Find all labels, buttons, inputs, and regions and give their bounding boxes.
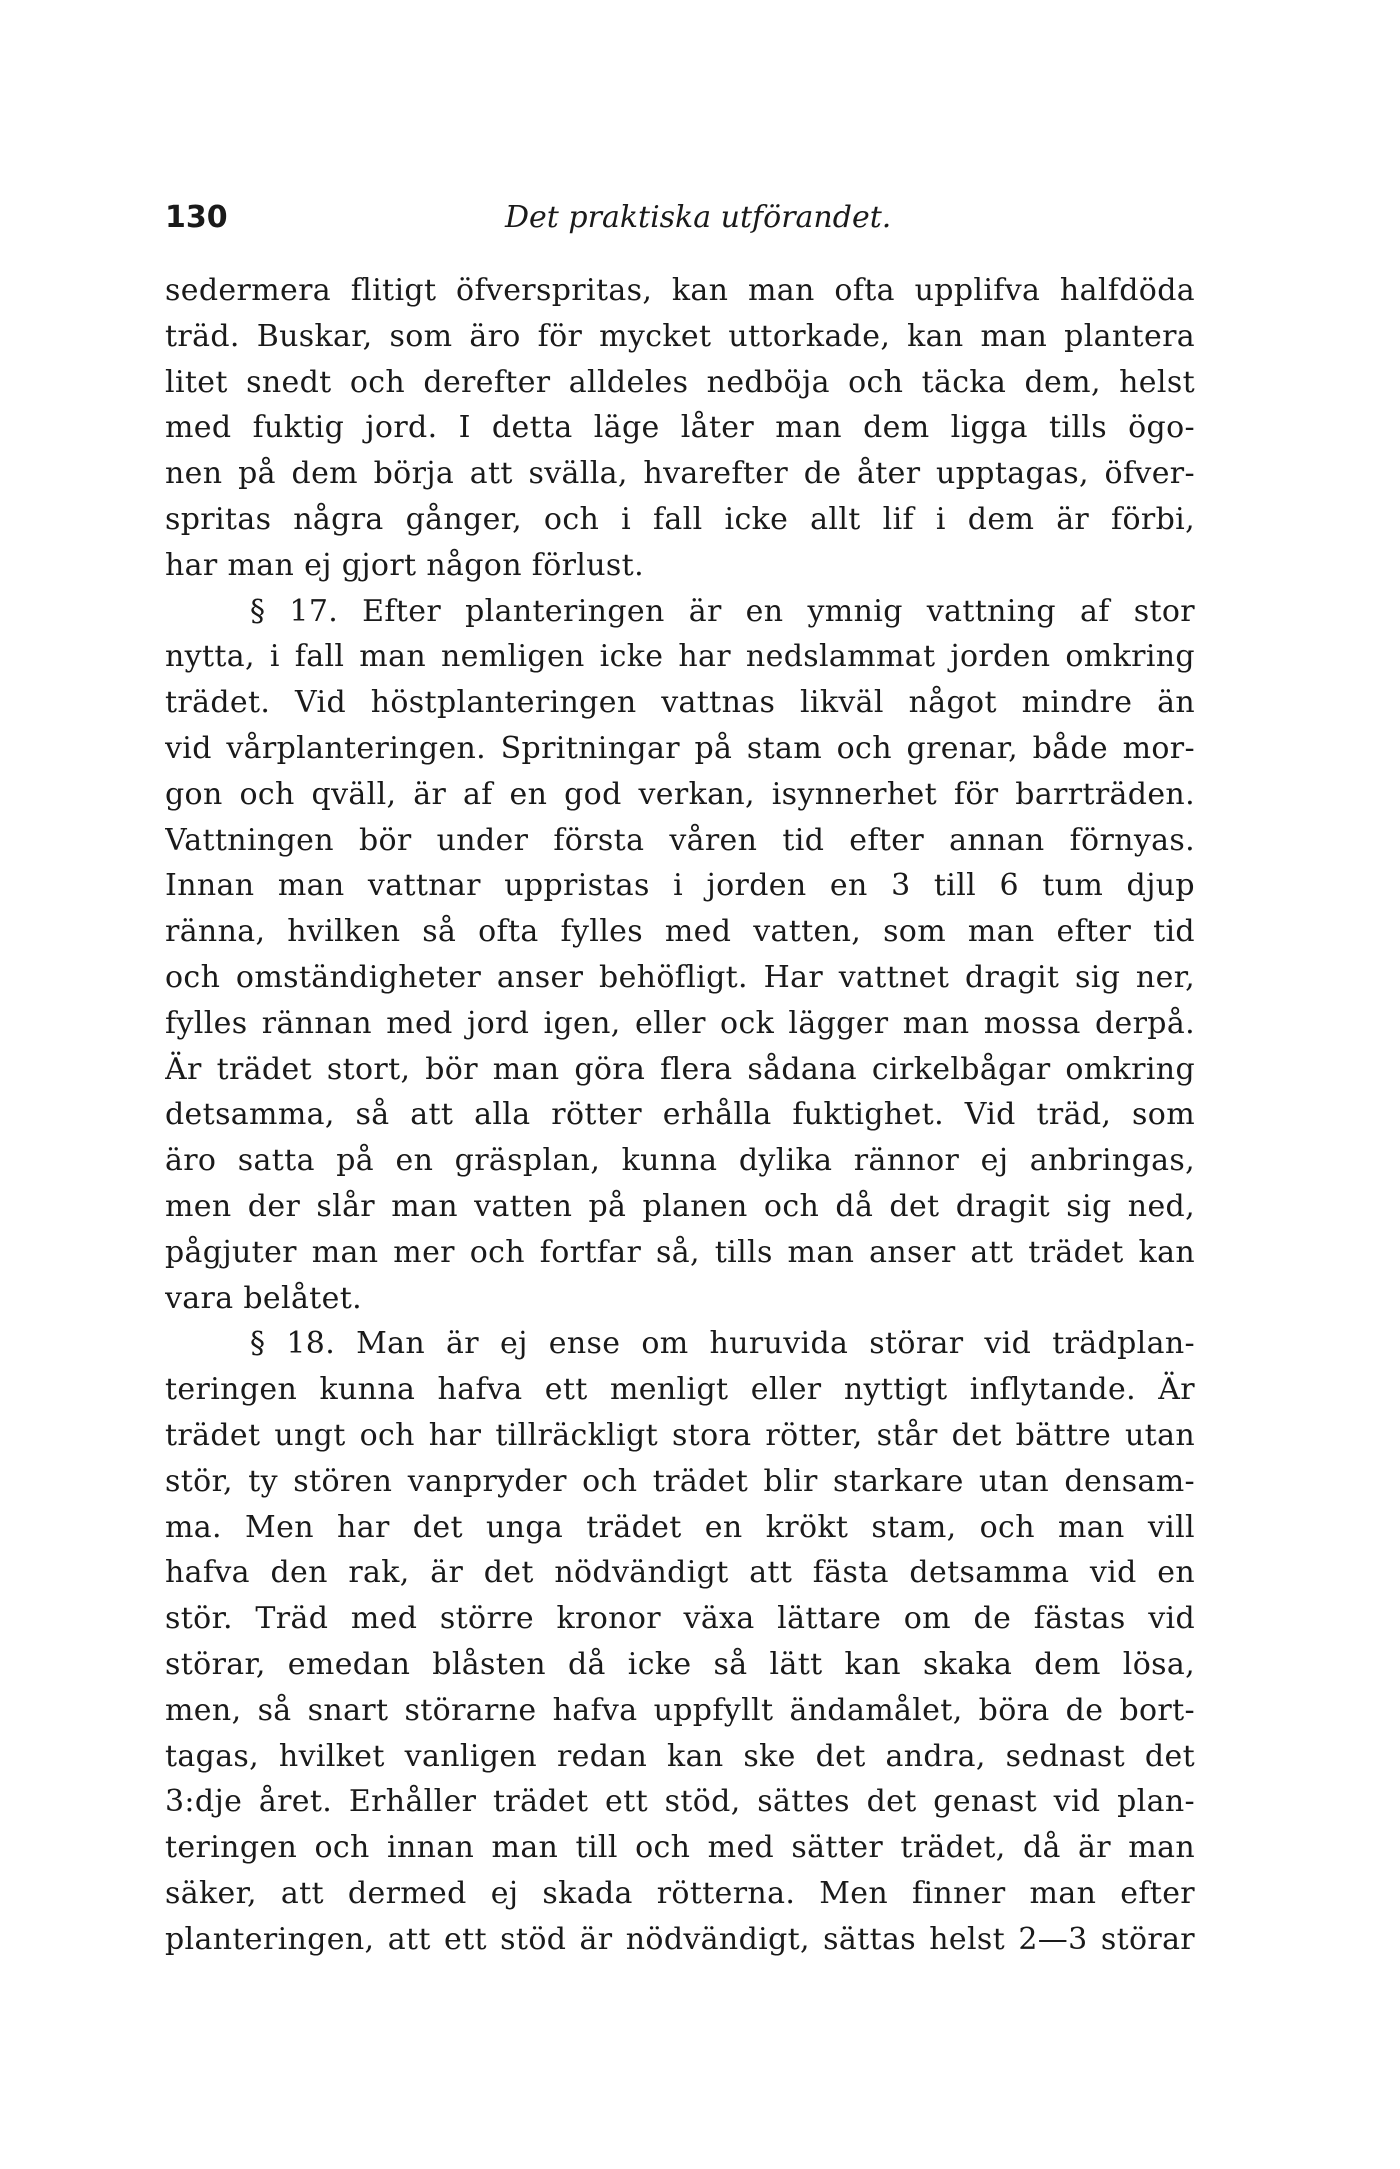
text-line: pågjuter man mer och fortfar så, tills man anser att trädet kan (165, 1234, 1195, 1270)
text-line: 3:dje året. Erhåller trädet ett stöd, sättes det genast vid plan- (165, 1784, 1195, 1820)
text-line: äro satta på en gräsplan, kunna dylika rännor ej anbringas, (165, 1143, 1195, 1179)
running-title: Det praktiska utförandet. (505, 200, 892, 235)
text-line: vid vårplanteringen. Spritningar på stam och grenar, både mor- (165, 730, 1195, 766)
text-line: ränna, hvilken så ofta fylles med vatten, som man efter tid (165, 914, 1195, 950)
text-line: sedermera flitigt öfverspritas, kan man ofta upplifva halfdöda (165, 273, 1195, 308)
text-line: detsamma, så att alla rötter erhålla fuktighet. Vid träd, som (165, 1097, 1195, 1133)
text-line: hafva den rak, är det nödvändigt att fästa detsamma vid en (165, 1555, 1195, 1591)
text-line: spritas några gånger, och i fall icke allt lif i dem är förbi, (165, 501, 1195, 537)
text-line: störar, emedan blåsten då icke så lätt kan skaka dem lösa, (165, 1646, 1195, 1682)
text-line: litet snedt och derefter alldeles nedböja och täcka dem, helst (165, 364, 1195, 400)
text-line: trädet. Vid höstplanteringen vattnas likväl något mindre än (165, 685, 1195, 721)
section-18-start: § 18. Man är ej ense om huruvida störar vid trädplan- (250, 1326, 1195, 1362)
text-line: gon och qväll, är af en god verkan, isynnerhet för barrträden. (165, 776, 1195, 812)
text-line: Innan man vattnar uppristas i jorden en 3 till 6 tum djup (165, 868, 1195, 904)
page-number: 130 (165, 200, 228, 235)
text-line: Är trädet stort, bör man göra flera sådana cirkelbågar omkring (165, 1051, 1195, 1087)
text-line: stör, ty stören vanpryder och trädet blir starkare utan densam- (165, 1463, 1195, 1499)
text-line: har man ej gjort någon förlust. (165, 547, 644, 583)
page-header (165, 200, 1195, 250)
body-text (165, 268, 1195, 1962)
text-line: nytta, i fall man nemligen icke har nedslammat jorden omkring (165, 639, 1195, 675)
text-line: med fuktig jord. I detta läge låter man dem ligga tills ögo- (165, 410, 1195, 446)
text-line: ma. Men har det unga trädet en krökt stam, och man vill (165, 1509, 1195, 1545)
text-line: trädet ungt och har tillräckligt stora rötter, står det bättre utan (165, 1417, 1195, 1453)
text-line: tagas, hvilket vanligen redan kan ske det andra, sednast det (165, 1738, 1195, 1774)
text-line: men, så snart störarne hafva uppfyllt ändamålet, böra de bort- (165, 1692, 1195, 1728)
text-line: Vattningen bör under första våren tid efter annan förnyas. (165, 822, 1195, 858)
text-line: säker, att dermed ej skada rötterna. Men finner man efter (165, 1875, 1195, 1911)
text-line: vara belåtet. (165, 1280, 362, 1316)
text-line: nen på dem börja att svälla, hvarefter de åter upptagas, öfver- (165, 456, 1195, 492)
text-line: planteringen, att ett stöd är nödvändigt, sättas helst 2—3 störar (165, 1921, 1195, 1957)
text-line: stör. Träd med större kronor växa lättare om de fästas vid (165, 1601, 1195, 1637)
text-line: teringen och innan man till och med sätter trädet, då är man (165, 1830, 1195, 1866)
text-line: men der slår man vatten på planen och då det dragit sig ned, (165, 1188, 1195, 1224)
text-line: och omständigheter anser behöfligt. Har vattnet dragit sig ner, (165, 959, 1195, 995)
text-line: träd. Buskar, som äro för mycket uttorkade, kan man plantera (165, 318, 1195, 354)
text-line: teringen kunna hafva ett menligt eller nyttigt inflytande. Är (165, 1372, 1195, 1408)
section-17-start: § 17. Efter planteringen är en ymnig vattning af stor (250, 593, 1195, 629)
text-line: fylles rännan med jord igen, eller ock lägger man mossa derpå. (165, 1005, 1195, 1041)
